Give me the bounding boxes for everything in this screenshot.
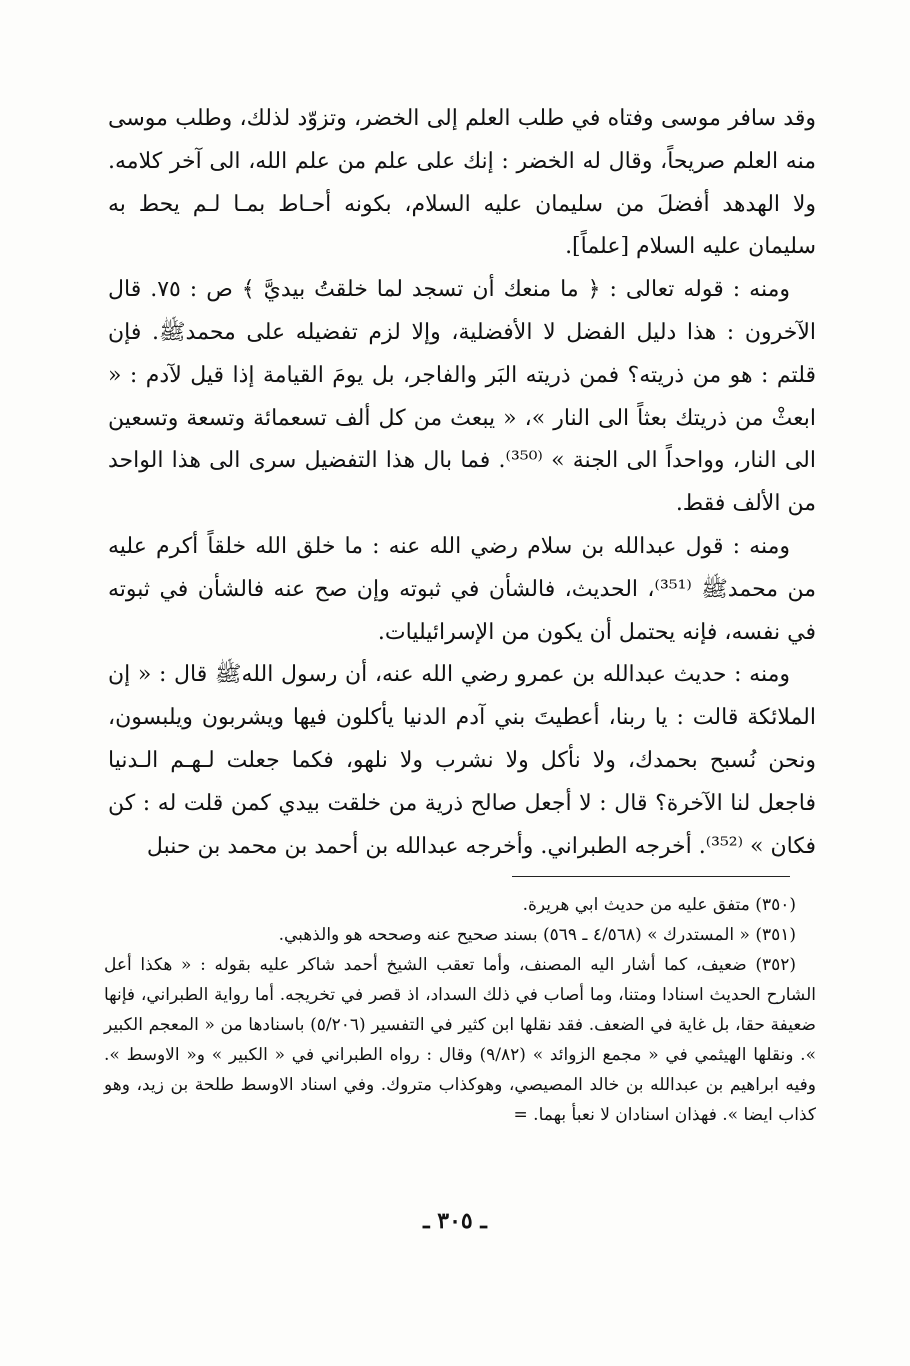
- paragraph-ibn-amr-hadith: ومنه : حديث عبدالله بن عمرو رضي الله عنه، أن رسول اللهﷺ قال : « إن الملائكة قالت : يا ربنا، أعطيتَ بني آدم الدنيا يأكلون فيها ويشربون ويلبسون، ونحن نُسبح بحمدك، ولا نأكل ولا نشرب ولا نلهو، فكما جعلت لـهـم الـدنيا فاجعل لنا الآخرة؟ قال : لا أجعل صالح ذرية من خلقت بيدي كمن قلت له : كن فكان » ⁽³⁵²⁾. أخرجه الطبراني. وأخرجه عبدالله بن أحمد بن محمد بن حنبل: [108, 662, 816, 859]
- footnote-divider: [512, 876, 790, 877]
- footnotes: [104, 890, 816, 1130]
- page-number: ـ ٣٠٥ ـ: [423, 1208, 487, 1234]
- main-text: [108, 98, 816, 868]
- footnote-350: (٣٥٠) متفق عليه من حديث ابي هريرة.: [522, 895, 796, 915]
- paragraph-musa-khidr: وقد سافر موسى وفتاه في طلب العلم إلى الخضر، وتزوّد لذلك، وطلب موسى منه العلم صريحاً، وقال له الخضر : إنك على علم من علم الله، الى آخر كلامه. ولا الهدهد أفضلَ من سليمان عليه السلام، بكونه أحـاط بمـا لـم يحط به سليمان عليه السلام [علماً].: [108, 106, 816, 260]
- footnote-351: (٣٥١) « المستدرك » (٤/٥٦٨ ـ ٥٦٩) بسند صحيح عنه وصححه هو والذهبي.: [278, 925, 796, 945]
- footnote-352: (٣٥٢) ضعيف، كما أشار اليه المصنف، وأما تعقب الشيخ أحمد شاكر عليه بقوله : « هكذا أعل الشارح الحديث اسنادا ومتنا، وما أصاب في ذلك السداد، اذ قصر في تخريجه. أما رواية الطبراني، فإنها ضعيفة حقا، بل غاية في الضعف. فقد نقلها ابن كثير في التفسير (٥/٢٠٦) باسنادها من « المعجم الكبير ». ونقلها الهيثمي في « مجمع الزوائد » (٩/٨٢) وقال : رواه الطبراني في « الكبير » و« الاوسط ». وفيه ابراهيم بن عبدالله بن خالد المصيصي، وهوكذاب متروك. وفي اسناد الاوسط طلحة بن زيد، وهو كذاب ايضا ». فهذان اسنادان لا نعبأ بهما. =: [104, 955, 816, 1125]
- paragraph-ibn-salam: ومنه : قول عبدالله بن سلام رضي الله عنه : ما خلق الله خلقاً أكرم عليه من محمدﷺ ⁽³⁵¹⁾، الحديث، فالشأن في ثبوته وإن صح عنه فالشأن في ثبوته في نفسه، فإنه يحتمل أن يكون من الإسرائيليات.: [108, 533, 817, 645]
- paragraph-ma-manaak: ومنه : قوله تعالى : ﴿ ما منعك أن تسجد لما خلقتُ بيديَّ ﴾ ص : ٧٥. قال الآخرون : هذا دليل الفضل لا الأفضلية، وإلا لزم تفضيله على محمدﷺ. فإن قلتم : هو من ذريته؟ فمن ذريته البَر والفاجر، بل يومَ القيامة إذا قيل لآدم : « ابعثْ من ذريتك بعثاً الى النار »، « يبعث من كل ألف تسعمائة وتسعة وتسعين الى النار، وواحداً الى الجنة » ⁽³⁵⁰⁾. فما بال هذا التفضيل سرى الى هذا الواحد من الألف فقط.: [108, 277, 816, 517]
